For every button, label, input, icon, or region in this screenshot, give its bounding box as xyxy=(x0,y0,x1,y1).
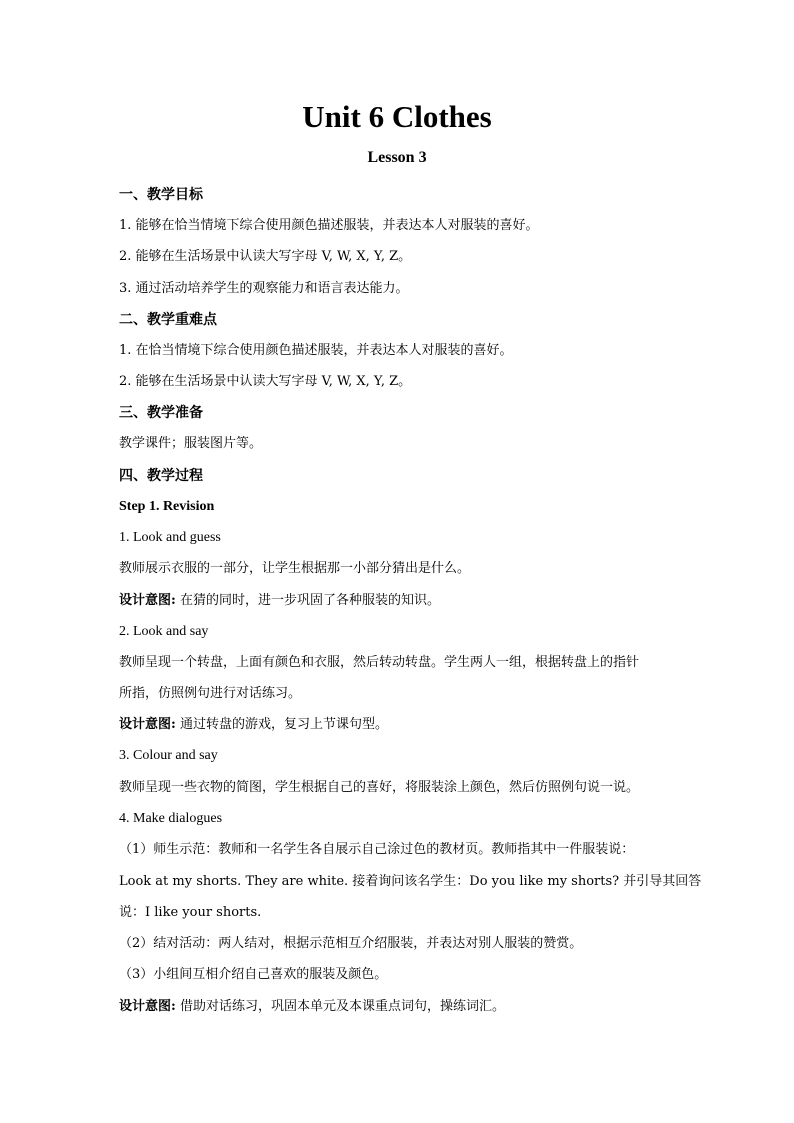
activity-text-2-line-2: 所指，仿照例句进行对话练习。 xyxy=(119,686,302,701)
activity-title-3: 3. Colour and say xyxy=(119,748,218,763)
activity-title-2: 2. Look and say xyxy=(119,624,209,639)
design-intent-text: 借助对话练习，巩固本单元及本课重点词句，操练词汇。 xyxy=(179,999,505,1014)
objective-item-3: 3. 通过活动培养学生的观察能力和语言表达能力。 xyxy=(119,281,409,296)
design-intent-label: 设计意图: xyxy=(119,593,176,608)
activity-text-4-line-5: （3）小组间互相介绍自己喜欢的服装及颜色。 xyxy=(119,967,388,982)
section-heading-objectives: 一、教学目标 xyxy=(119,187,203,203)
design-intent-label: 设计意图: xyxy=(119,999,176,1014)
design-intent-text: 通过转盘的游戏，复习上节课句型。 xyxy=(179,717,388,732)
objective-item-2: 2. 能够在生活场景中认读大写字母 V, W, X, Y, Z。 xyxy=(119,249,412,264)
section-heading-process: 四、教学过程 xyxy=(119,468,203,484)
activity-text-4-line-4: （2）结对活动：两人结对，根据示范相互介绍服装，并表达对别人服装的赞赏。 xyxy=(119,936,583,951)
activity-title-1: 1. Look and guess xyxy=(119,530,221,545)
section-heading-key-points: 二、教学重难点 xyxy=(119,312,217,328)
key-point-item-1: 1. 在恰当情境下综合使用颜色描述服装，并表达本人对服装的喜好。 xyxy=(119,343,513,358)
activity-text-2-line-1: 教师呈现一个转盘，上面有颜色和衣服，然后转动转盘。学生两人一组，根据转盘上的指针 xyxy=(119,655,640,670)
design-intent-4 xyxy=(119,998,679,1016)
activity-text-1: 教师展示衣服的一部分，让学生根据那一小部分猜出是什么。 xyxy=(119,561,471,576)
activity-text-4-line-3: 说：I like your shorts. xyxy=(119,905,262,920)
activity-text-3: 教师呈现一些衣物的简图，学生根据自己的喜好，将服装涂上颜色，然后仿照例句说一说。 xyxy=(119,780,640,795)
step-title: Step 1. Revision xyxy=(119,499,215,514)
design-intent-1 xyxy=(119,592,679,610)
objective-item-1: 1. 能够在恰当情境下综合使用颜色描述服装，并表达本人对服装的喜好。 xyxy=(119,218,539,233)
document-subtitle: Lesson 3 xyxy=(367,149,427,166)
design-intent-label: 设计意图: xyxy=(119,717,176,732)
section-heading-preparation: 三、教学准备 xyxy=(119,405,203,421)
activity-title-4: 4. Make dialogues xyxy=(119,811,223,826)
preparation-text: 教学课件；服装图片等。 xyxy=(119,436,263,451)
design-intent-text: 在猜的同时，进一步巩固了各种服装的知识。 xyxy=(179,593,440,608)
key-point-item-2: 2. 能够在生活场景中认读大写字母 V, W, X, Y, Z。 xyxy=(119,374,412,389)
design-intent-2 xyxy=(119,716,679,734)
activity-text-4-line-1: （1）师生示范：教师和一名学生各自展示自己涂过色的教材页。教师指其中一件服装说： xyxy=(119,842,635,857)
activity-text-4-line-2: Look at my shorts. They are white. 接着询问该名学生：Do you like my shorts? 并引导其回答 xyxy=(119,874,702,889)
document-title: Unit 6 Clothes xyxy=(302,99,492,134)
